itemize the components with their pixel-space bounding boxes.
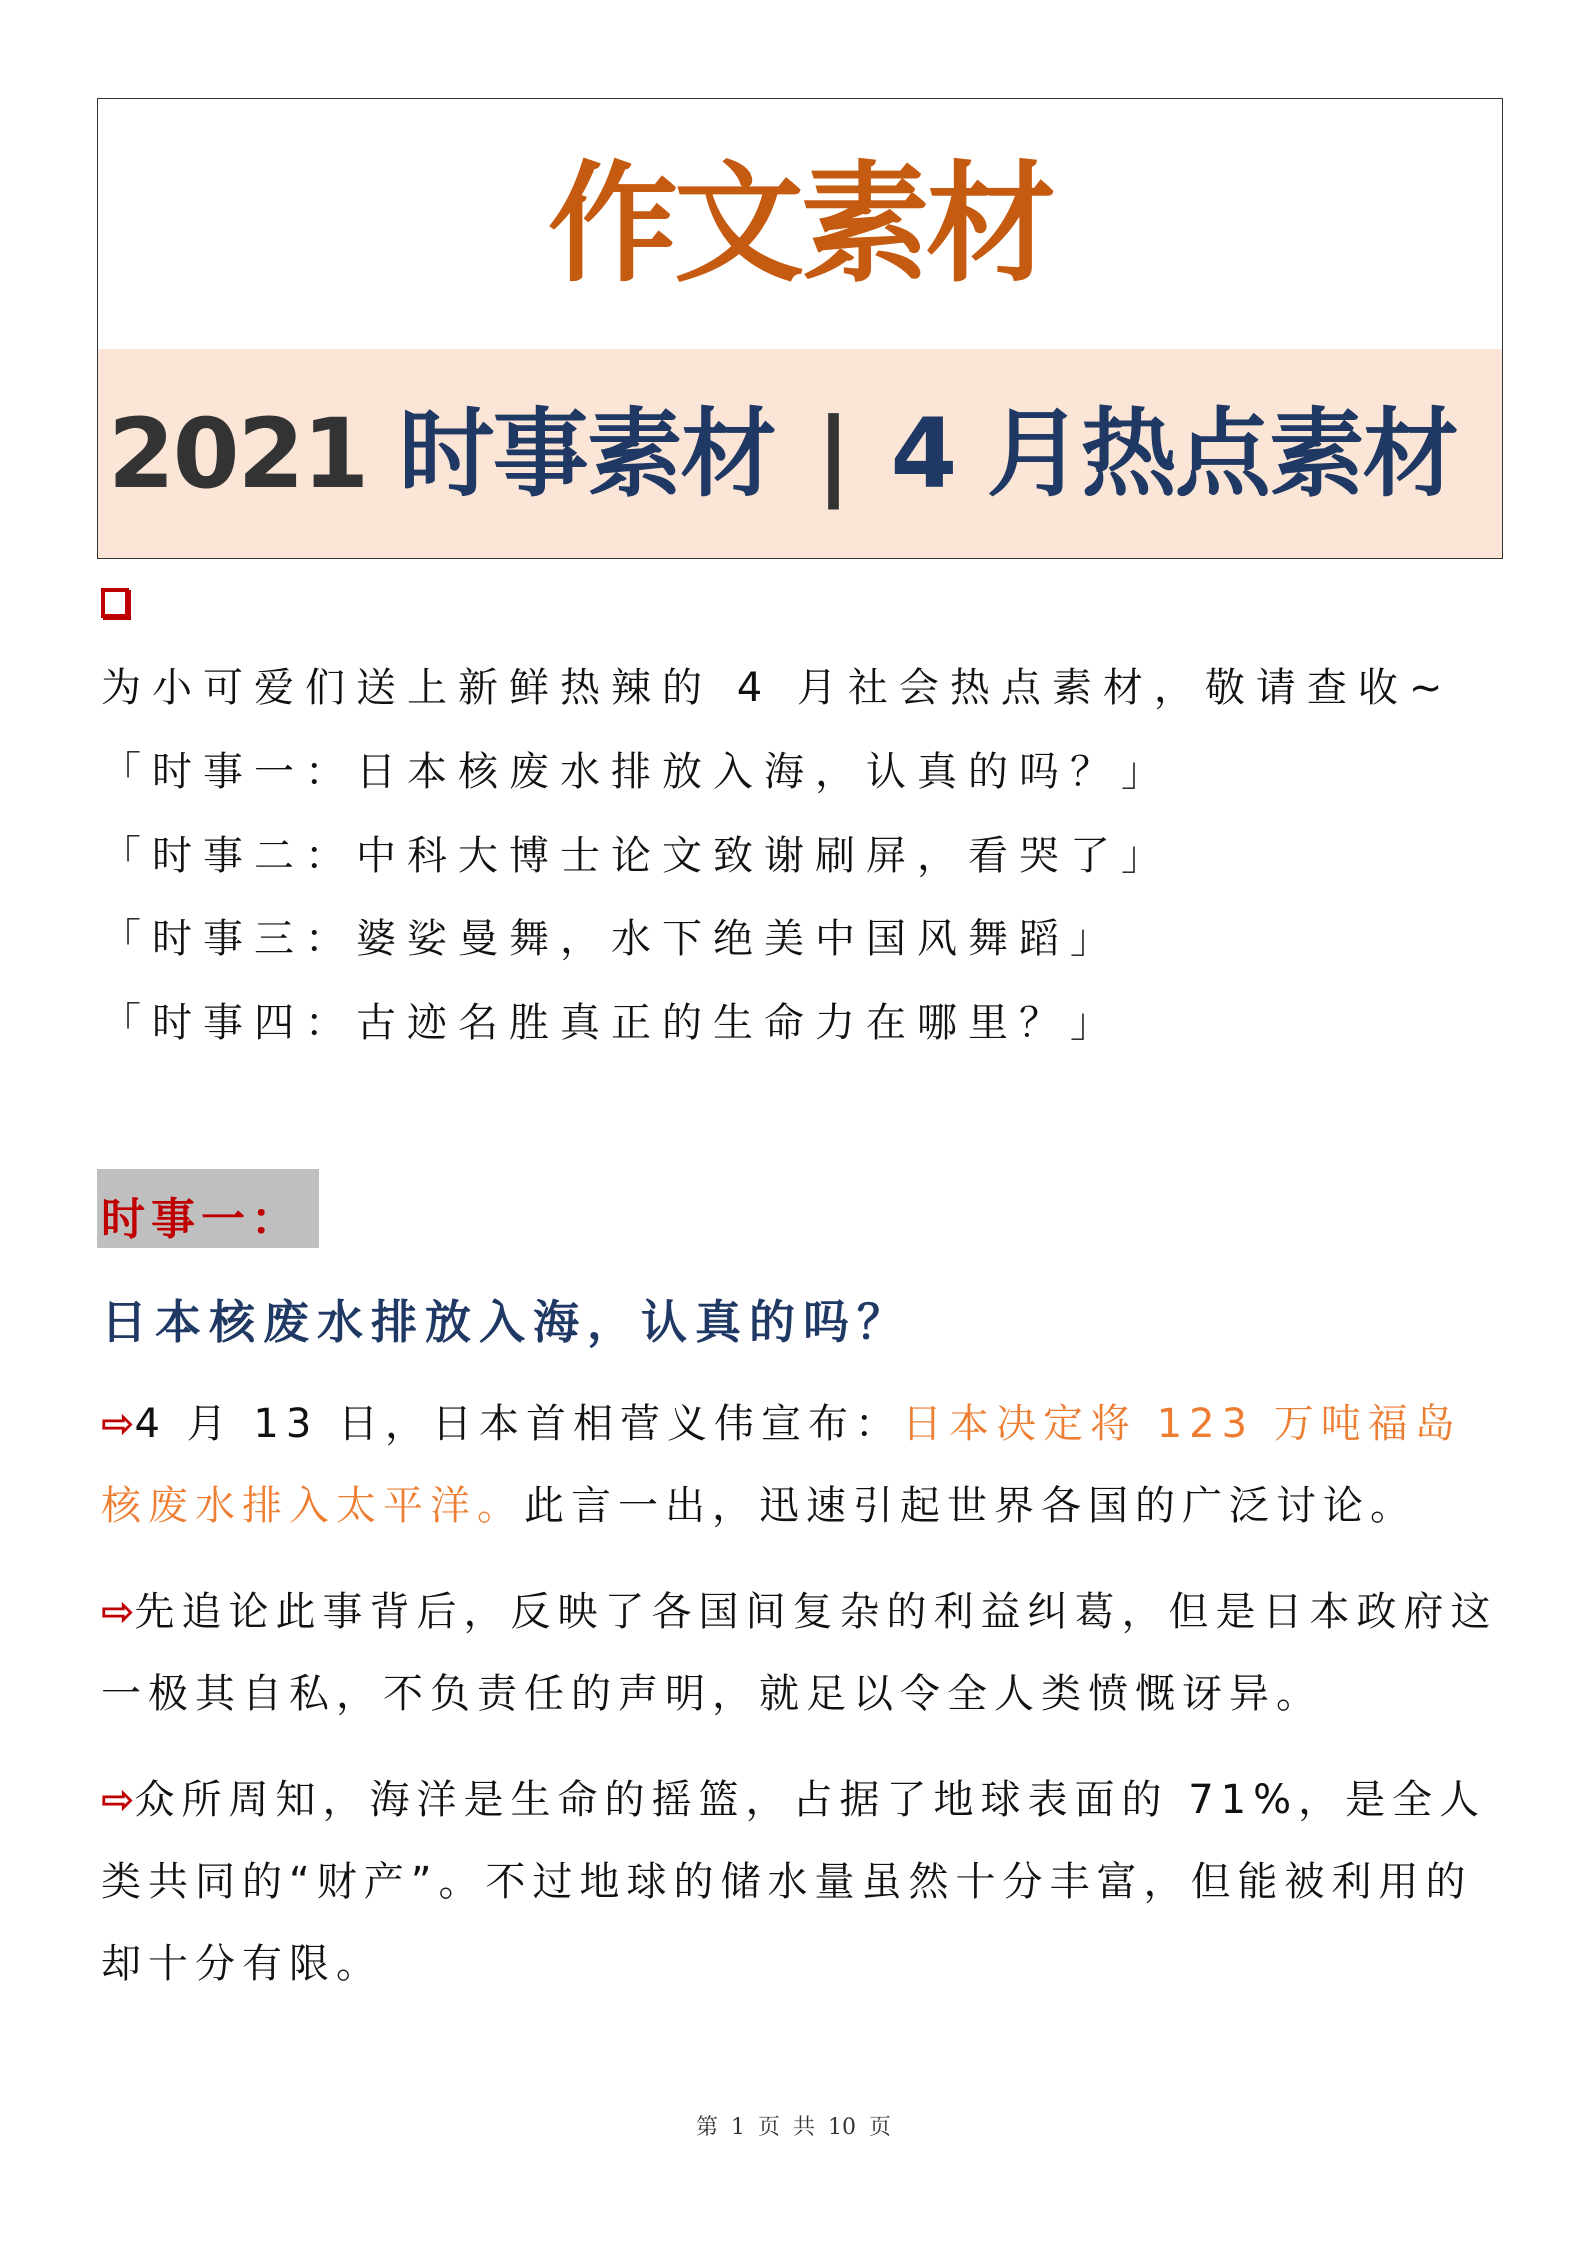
- intro-text: 为小可爱们送上新鲜热辣的 4 月社会热点素材，敬请查收~: [101, 665, 1454, 711]
- paragraph-1-highlight: 日本决定将 123 万吨福岛核废水排入太平洋。: [101, 1401, 1462, 1529]
- title-box: [97, 98, 1503, 559]
- arrow-right-icon: ⇨: [101, 1777, 135, 1823]
- checkbox-square-icon: [101, 588, 129, 618]
- subtitle-band: [98, 349, 1502, 558]
- subtitle-year: 2021: [108, 398, 368, 510]
- intro-item: 「时事二：中科大博士论文致谢刷屏，看哭了」: [101, 833, 1172, 879]
- paragraph-2-text: 先追论此事背后，反映了各国间复杂的利益纠葛，但是日本政府这一极其自私，不负责任的声明，就足以令全人类愤慨讶异。: [101, 1589, 1498, 1717]
- intro-item: 「时事四：古迹名胜真正的生命力在哪里？」: [101, 1000, 1121, 1046]
- section-tag-label: 时事一：: [101, 1194, 301, 1245]
- subtitle-separator: |: [816, 398, 850, 510]
- intro-item: 「时事三：婆娑曼舞，水下绝美中国风舞蹈」: [101, 916, 1121, 962]
- section-tag: [97, 1169, 319, 1248]
- paragraph-1-intro: 4 月 13 日，日本首相菅义伟宣布：: [134, 1401, 903, 1447]
- paragraph-3: [101, 1759, 1506, 2005]
- page-footer: 第 1 页 共 10 页: [696, 2115, 891, 2140]
- arrow-right-icon: ⇨: [101, 1589, 135, 1635]
- subtitle-part2: 4 月热点素材: [890, 398, 1457, 510]
- paragraph-2: [101, 1571, 1506, 1735]
- intro-item: 「时事一：日本核废水排放入海，认真的吗？」: [101, 749, 1172, 795]
- section-heading: 日本核废水排放入海，认真的吗？: [101, 1295, 911, 1349]
- section-body: [101, 1383, 1506, 2029]
- arrow-right-icon: ⇨: [101, 1401, 135, 1447]
- document-title: 作文素材: [547, 148, 1052, 300]
- subtitle: [108, 394, 1502, 514]
- paragraph-1-rest: 此言一出，迅速引起世界各国的广泛讨论。: [524, 1483, 1417, 1529]
- paragraph-3-text: 众所周知，海洋是生命的摇篮，占据了地球表面的 71%，是全人类共同的“财产”。不过地球的储水量虽然十分丰富，但能被利用的却十分有限。: [101, 1777, 1487, 1987]
- subtitle-part1: 时事素材: [398, 398, 775, 510]
- paragraph-1: [101, 1383, 1506, 1547]
